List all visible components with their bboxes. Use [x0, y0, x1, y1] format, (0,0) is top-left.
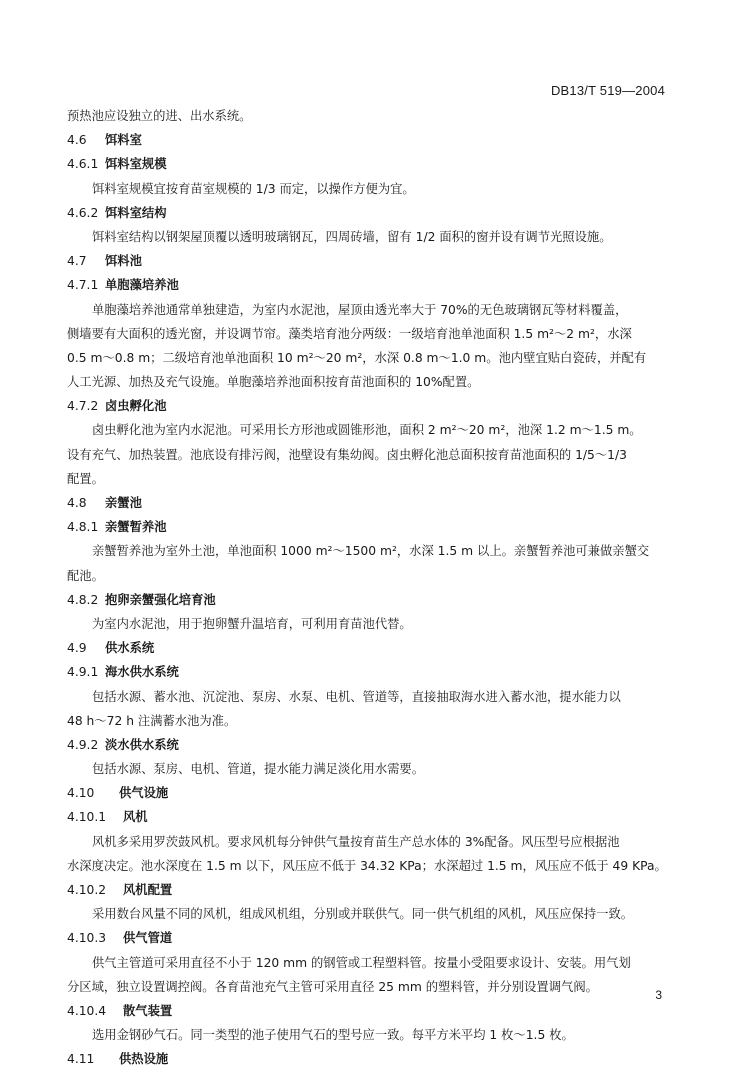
- subsection-heading: [67, 201, 667, 225]
- section-title: 亲蟹池: [105, 496, 142, 510]
- section-title: 饵料室结构: [105, 205, 167, 220]
- section-number: 4.10.3: [67, 931, 107, 946]
- section-number: 4.11: [67, 1052, 95, 1067]
- subsection-heading: [67, 733, 667, 757]
- paragraph-line: 单胞藻培养池通常单独建造，为室内水泥池，屋顶由透光率大于 70%的无色玻璃钢瓦等材料覆盖，: [92, 302, 628, 317]
- section-title: 亲蟹暂养池: [105, 520, 167, 535]
- section-heading: [67, 1047, 667, 1071]
- section-number: 4.9: [67, 641, 87, 656]
- section-title: 饵料室规模: [105, 157, 167, 172]
- section-title: 供热设施: [119, 1052, 169, 1067]
- paragraph-line: 设有充气、加热装置。池底设有排污阀，池壁设有集幼阀。卤虫孵化池总面积按育苗池面积的 1/5～1/3: [67, 447, 627, 462]
- paragraph-line: 配置。: [67, 471, 104, 486]
- section-title: 供水系统: [105, 641, 155, 656]
- section-heading: [67, 128, 667, 152]
- section-number: 4.8: [67, 496, 87, 510]
- subsection-heading: [67, 926, 667, 950]
- subsection-heading: [67, 878, 667, 902]
- section-number: 4.10.2: [67, 883, 107, 897]
- section-number: 4.7.2: [67, 399, 99, 414]
- document-body: [67, 104, 667, 1072]
- paragraph-line: 饵料室规模宜按育苗室规模的 1/3 而定，以操作方便为宜。: [92, 181, 415, 196]
- paragraph-line: 亲蟹暂养池为室外土池，单池面积 1000 m²～1500 m²，水深 1.5 m 以上。亲蟹暂养池可兼做亲蟹交: [92, 544, 650, 559]
- paragraph-line: 48 h～72 h 注满蓄水池为准。: [67, 713, 237, 728]
- page-number: 3: [655, 988, 662, 1002]
- paragraph-line: 采用数台风量不同的风机，组成风机组，分别或并联供气。同一供气机组的风机，风压应保持一致。: [92, 907, 634, 922]
- paragraph-line: 预热池应设独立的进、出水系统。: [67, 109, 252, 123]
- subsection-heading: [67, 660, 667, 684]
- paragraph-line: 卤虫孵化池为室内水泥池。可采用长方形池或圆锥形池，面积 2 m²～20 m²，池深 1.2 m～1.5 m。: [92, 423, 642, 438]
- paragraph-line: 分区域，独立设置调控阀。各育苗池充气主管可采用直径 25 mm 的塑料管，并分别设置调气阀。: [67, 979, 598, 994]
- section-number: 4.9.2: [67, 737, 99, 752]
- section-number: 4.6: [67, 133, 87, 148]
- section-title: 卤虫孵化池: [105, 399, 167, 414]
- section-number: 4.7.1: [67, 278, 99, 293]
- paragraph-line: 风机多采用罗茨鼓风机。要求风机每分钟供气量按育苗生产总水体的 3%配备。风压型号应根据池: [92, 834, 620, 849]
- paragraph-line: 侧墙要有大面积的透光窗，并设调节帘。藻类培育池分两级：一级培育池单池面积 1.5 m²～2 m²，水深: [67, 326, 632, 341]
- section-title: 海水供水系统: [105, 665, 179, 680]
- paragraph-line: 供气主管道可采用直径不小于 120 mm 的钢管或工程塑料管。按量小受阻要求设计、安装。用气划: [92, 955, 631, 970]
- section-title: 抱卵亲蟹强化培育池: [105, 592, 216, 607]
- paragraph-line: 选用金钢砂气石。同一类型的池子使用气石的型号应一致。每平方米平均 1 枚～1.5 枚。: [92, 1028, 574, 1043]
- section-number: 4.8.2: [67, 592, 99, 607]
- section-title: 风机: [123, 810, 148, 825]
- subsection-heading: [67, 152, 667, 176]
- subsection-heading: [67, 999, 667, 1023]
- paragraph-line: 包括水源、泵房、电机、管道，提水能力满足淡化用水需要。: [92, 762, 425, 777]
- section-heading: [67, 491, 667, 515]
- section-heading: [67, 249, 667, 273]
- section-title: 散气装置: [123, 1003, 173, 1018]
- section-title: 单胞藻培养池: [105, 278, 179, 293]
- standard-code: DB13/T 519—2004: [550, 83, 665, 98]
- paragraph-line: 人工光源、加热及充气设施。单胞藻培养池面积按育苗池面积的 10%配置。: [67, 375, 480, 390]
- subsection-heading: [67, 273, 667, 297]
- section-number: 4.8.1: [67, 520, 99, 535]
- section-number: 4.6.1: [67, 157, 99, 172]
- section-title: 供气管道: [123, 931, 173, 946]
- section-title: 饵料室: [105, 133, 142, 148]
- section-title: 饵料池: [105, 254, 142, 269]
- section-number: 4.7: [67, 254, 87, 269]
- subsection-heading: [67, 394, 667, 418]
- paragraph-line: 水深度决定。池水深度在 1.5 m 以下，风压应不低于 34.32 KPa；水深超过 1.5 m，风压应不低于 49 KPa。: [67, 858, 667, 873]
- section-number: 4.6.2: [67, 205, 99, 220]
- section-number: 4.9.1: [67, 665, 99, 680]
- section-heading: [67, 781, 667, 805]
- section-title: 供气设施: [119, 786, 169, 801]
- paragraph-line: 0.5 m～0.8 m；二级培育池单池面积 10 m²～20 m²，水深 0.8 m～1.0 m。池内壁宜贴白瓷砖，并配有: [67, 350, 647, 365]
- section-number: 4.10.1: [67, 810, 107, 825]
- subsection-heading: [67, 588, 667, 612]
- paragraph-line: 配池。: [67, 568, 104, 583]
- section-number: 4.10.4: [67, 1003, 107, 1018]
- paragraph-line: 为室内水泥池，用于抱卵蟹升温培育，可利用育苗池代替。: [92, 616, 412, 631]
- section-title: 风机配置: [123, 883, 173, 897]
- section-number: 4.10: [67, 786, 95, 801]
- subsection-heading: [67, 515, 667, 539]
- section-title: 淡水供水系统: [105, 737, 179, 752]
- paragraph-line: 饵料室结构以钢架屋顶覆以透明玻璃钢瓦，四周砖墙，留有 1/2 面积的窗并设有调节光照设施。: [92, 229, 612, 244]
- subsection-heading: [67, 805, 667, 829]
- section-heading: [67, 636, 667, 660]
- paragraph-line: 包括水源、蓄水池、沉淀池、泵房、水泵、电机、管道等，直接抽取海水进入蓄水池，提水能力以: [92, 689, 621, 704]
